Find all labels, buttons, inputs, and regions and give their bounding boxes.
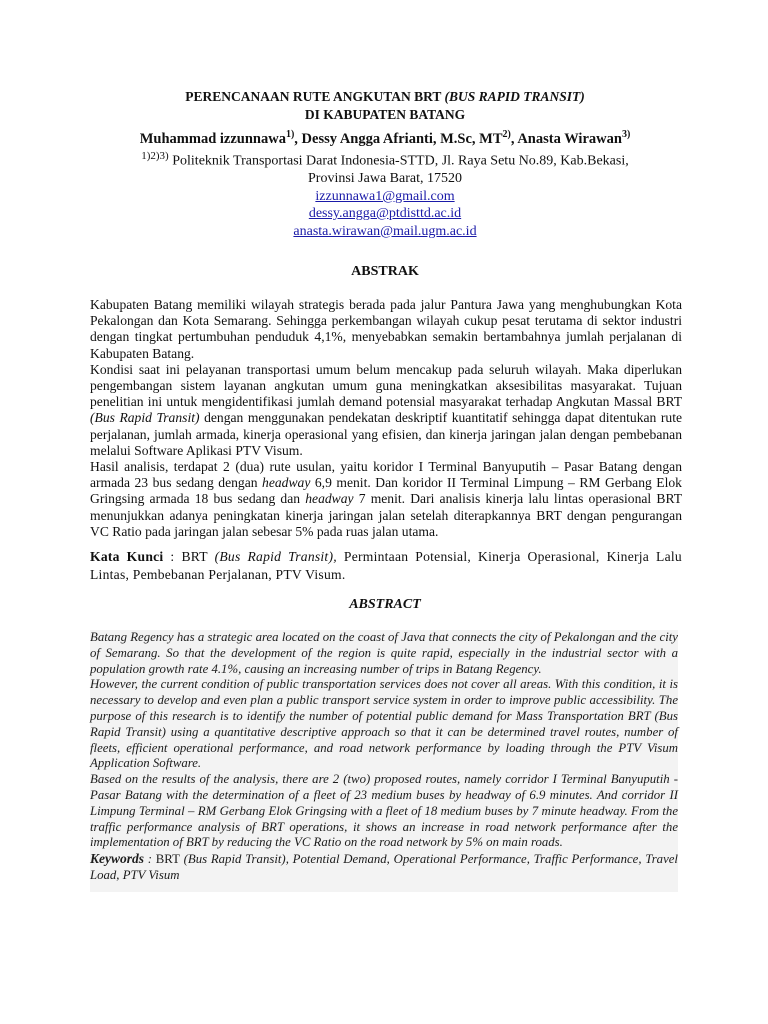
author-2: Dessy Angga Afrianti, M.Sc, MT$^{2)}$, xyxy=(301,129,518,147)
title-line-1 xyxy=(90,88,680,106)
email-link-3[interactable]: anasta.wirawan@mail.ugm.ac.id xyxy=(293,223,477,239)
author-3: Anasta Wirawan$^{3)}$ xyxy=(517,129,631,147)
keywords-label: Keywords xyxy=(90,851,144,867)
paper-title xyxy=(90,88,680,124)
abstract-paragraph-1: Batang Regency has a strategic area located on the coast of Java that connects the city of Pekalongan and the city of Semarang. So that the development of the region is quite rapid, especially in the industrial sector with a population growth rate 4.1%, causing an increasing number of trips in Batang Regency. xyxy=(90,630,678,676)
affiliation xyxy=(80,148,690,240)
email-link-2[interactable]: dessy.angga@ptdisttd.ac.id xyxy=(308,206,462,222)
email-link-1[interactable]: izzunnawa1@gmail.com xyxy=(315,188,455,204)
abstract-paragraph-3: Based on the results of the analysis, there are 2 (two) proposed routes, namely corridor I Terminal Banyuputih - Pasar Batang with the determination of a fleet of 23 medium buses by headway of 6.9 minutes. And corridor II Limpung Terminal – RM Gerbang Elok Gringsing with a fleet of 18 medium buses by 7 minute headway. From the traffic performance analysis of BRT operations, it shows an increase in road network performance after the implementation of BRT by reducing the VC Ratio on the road network by 5% on main roads. xyxy=(90,772,678,850)
abstrak-body xyxy=(90,297,682,540)
keywords: Keywords : BRT (Bus Rapid Transit), Potential Demand, Operational Performance, Traffic Performance, Travel Load, PTV Visum xyxy=(90,851,678,882)
author-1: Muhammad izzunnawa$^{1)}$, xyxy=(139,129,302,147)
kata-kunci: Kata Kunci : BRT (Bus Rapid Transit), Permintaan Potensial, Kinerja Operasional, Kinerja Lalu Lintas, Pembebanan Perjalanan, PTV Visum. xyxy=(90,549,682,582)
title-main-text: PERENCANAAN RUTE ANGKUTAN BRT xyxy=(185,89,445,104)
abstrak-paragraph-3: Hasil analisis, terdapat 2 (dua) rute usulan, yaitu koridor I Terminal Banyuputih – Pasar Batang dengan armada 23 bus sedang dengan headway 6,9 menit. Dan koridor II Terminal Limpung – RM Gerbang Elok Gringsing armada 18 bus sedang dan headway 7 menit. Dari analisis kinerja lalu lintas operasional BRT menunjukkan adanya peningkatan kinerja jaringan jalan setelah diterapkannya BRT dengan pengurangan VC Ratio pada jaringan jalan sebesar 5% pada ruas jalan utama. xyxy=(90,459,682,539)
abstract-paragraph-2: However, the current condition of public transportation services does not cover all areas. With this condition, it is necessary to develop and even plan a public transport service system in order to improve public accessibility. The purpose of this research is to identify the number of potential public demand for Mass Transportation BRT (Bus Rapid Transit) using a quantitative descriptive approach so that it can be determined travel routes, number of fleets, efficient operational performance, and road network performance by loading through the PTV Visum Application Software. xyxy=(90,677,678,771)
affiliation-line-2: Provinsi Jawa Barat, 17520 xyxy=(308,171,462,187)
author-list xyxy=(80,125,690,149)
title-line-2: DI KABUPATEN BATANG xyxy=(304,107,466,122)
abstrak-heading: ABSTRAK xyxy=(351,264,419,279)
kata-kunci-label: Kata Kunci xyxy=(90,549,164,564)
abstract-body xyxy=(90,630,678,892)
abstrak-paragraph-1: Kabupaten Batang memiliki wilayah strategis berada pada jalur Pantura Jawa yang menghubungkan Kota Pekalongan dan Kota Semarang. Sehingga perkembangan wilayah cukup pesat terutama di sektor industri dengan tingkat pertumbuhan penduduk 4,1%, menyebabkan semakin bertambahnya jumlah perjalanan di Kabupaten Batang. xyxy=(90,297,682,361)
abstrak-paragraph-2: Kondisi saat ini pelayanan transportasi umum belum mencakup pada seluruh wilayah. Maka diperlukan pengembangan sistem layanan angkutan umum guna meningkatkan aksesibilitas masyarakat. Tujuan penelitian ini untuk mengidentifikasi jumlah demand potensial masyarakat terhadap Angkutan Massal BRT (Bus Rapid Transit) dengan menggunakan pendekatan deskriptif kuantitatif sehingga dapat ditentukan rute perjalanan, jumlah armada, kinerja operasional yang efisien, dan kinerja jaringan jalan dengan pembebanan melalui Software Aplikasi PTV Visum. xyxy=(90,361,683,458)
abstract-heading: ABSTRACT xyxy=(349,597,421,612)
title-italic-text: (BUS RAPID TRANSIT) xyxy=(444,89,585,104)
affiliation-line-1: $^{1)2)3)}$ Politeknik Transportasi Darat Indonesia-STTD, Jl. Raya Setu No.89, Kab.Bekasi, xyxy=(141,150,629,169)
